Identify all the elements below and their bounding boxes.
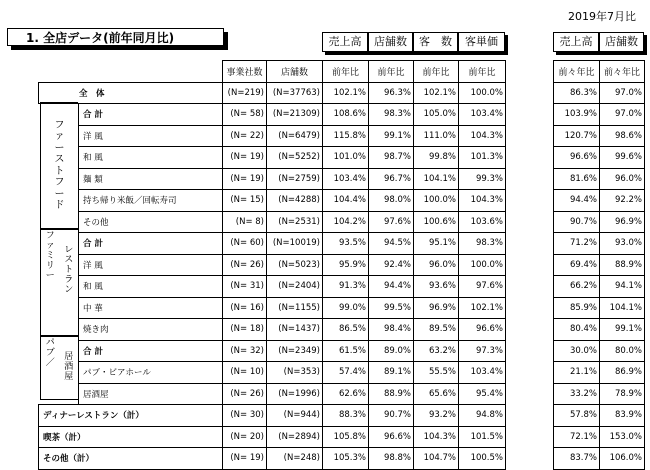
cell-customers-yoy: 95.1% — [414, 233, 459, 255]
cell-companies: (N= 10) — [223, 362, 267, 384]
cell-sales-yoy: 103.4% — [323, 168, 369, 190]
cell-stores-2y: 96.9% — [600, 211, 645, 233]
side-table-row — [554, 340, 645, 362]
col-header-customers-yoy: 前年比 — [414, 61, 459, 83]
side-table-row — [554, 297, 645, 319]
table-row — [39, 276, 506, 298]
side-table-row — [554, 168, 645, 190]
cell-storecount-yoy: 89.0% — [369, 340, 414, 362]
cell-sales-yoy: 95.9% — [323, 254, 369, 276]
table-row — [39, 362, 506, 384]
cell-sales-2y: 86.3% — [554, 82, 600, 104]
cell-customers-yoy: 89.5% — [414, 319, 459, 341]
cell-stores: (N=5252) — [267, 147, 323, 169]
cell-storecount-yoy: 94.5% — [369, 233, 414, 255]
cell-companies: (N= 26) — [223, 254, 267, 276]
row-label: 全 体 — [39, 82, 223, 104]
report-date: 2019年7月比 — [568, 10, 636, 23]
cell-sales-2y: 69.4% — [554, 254, 600, 276]
cell-stores-2y: 97.0% — [600, 82, 645, 104]
cell-stores: (N=2759) — [267, 168, 323, 190]
cell-stores: (N=1437) — [267, 319, 323, 341]
cell-unitprice-yoy: 103.4% — [459, 362, 506, 384]
group-label-fastfood: フ ァ ー ス ト フ ー ド — [40, 102, 78, 229]
main-data-table — [38, 60, 506, 470]
cell-companies: (N= 58) — [223, 104, 267, 126]
cell-sales-2y: 83.7% — [554, 448, 600, 470]
row-label: 洋 風 — [79, 125, 223, 147]
side-table-row — [554, 426, 645, 448]
cell-customers-yoy: 100.6% — [414, 211, 459, 233]
cell-sales-2y: 33.2% — [554, 383, 600, 405]
cell-customers-yoy: 100.0% — [414, 190, 459, 212]
cell-unitprice-yoy: 100.0% — [459, 82, 506, 104]
cell-sales-2y: 21.1% — [554, 362, 600, 384]
cell-companies: (N= 19) — [223, 448, 267, 470]
cell-customers-yoy: 65.6% — [414, 383, 459, 405]
cell-unitprice-yoy: 97.6% — [459, 276, 506, 298]
cell-storecount-yoy: 98.3% — [369, 104, 414, 126]
cell-companies: (N= 19) — [223, 147, 267, 169]
cell-unitprice-yoy: 97.3% — [459, 340, 506, 362]
table-row — [39, 297, 506, 319]
cell-stores: (N=2349) — [267, 340, 323, 362]
cell-companies: (N= 20) — [223, 426, 267, 448]
cell-sales-yoy: 91.3% — [323, 276, 369, 298]
cell-customers-yoy: 104.1% — [414, 168, 459, 190]
group-spacer — [39, 211, 79, 233]
cell-storecount-yoy: 89.1% — [369, 362, 414, 384]
table-row — [39, 340, 506, 362]
cell-unitprice-yoy: 95.4% — [459, 383, 506, 405]
cell-companies: (N= 26) — [223, 383, 267, 405]
cell-stores: (N=248) — [267, 448, 323, 470]
cell-sales-2y: 30.0% — [554, 340, 600, 362]
table-row — [39, 448, 506, 470]
group-label-pub-izakaya: パ ブ ／ 居 酒 屋 — [40, 336, 78, 400]
cell-sales-2y: 80.4% — [554, 319, 600, 341]
header-group-customers: 客 数 — [413, 32, 458, 52]
group-spacer — [39, 297, 79, 319]
cell-stores: (N=37763) — [267, 82, 323, 104]
table-row — [39, 104, 506, 126]
cell-stores-2y: 92.2% — [600, 190, 645, 212]
cell-companies: (N= 8) — [223, 211, 267, 233]
table-row — [39, 426, 506, 448]
group-spacer — [39, 147, 79, 169]
side-table-row — [554, 104, 645, 126]
side-column-header-row — [554, 61, 645, 83]
group-spacer — [39, 168, 79, 190]
cell-stores-2y: 86.9% — [600, 362, 645, 384]
cell-sales-2y: 72.1% — [554, 426, 600, 448]
cell-storecount-yoy: 94.4% — [369, 276, 414, 298]
cell-sales-yoy: 62.6% — [323, 383, 369, 405]
cell-stores: (N=6479) — [267, 125, 323, 147]
cell-sales-2y: 57.8% — [554, 405, 600, 427]
row-label: 和 風 — [79, 276, 223, 298]
cell-sales-2y: 96.6% — [554, 147, 600, 169]
cell-stores: (N=21309) — [267, 104, 323, 126]
cell-stores-2y: 96.0% — [600, 168, 645, 190]
side-header-group-sales: 売上高 — [553, 32, 599, 52]
cell-unitprice-yoy: 96.6% — [459, 319, 506, 341]
side-table-row — [554, 147, 645, 169]
row-label: パブ・ビアホール — [79, 362, 223, 384]
cell-storecount-yoy: 92.4% — [369, 254, 414, 276]
group-spacer — [39, 319, 79, 341]
cell-sales-yoy: 104.4% — [323, 190, 369, 212]
side-table-row — [554, 383, 645, 405]
table-row — [39, 125, 506, 147]
side-col-header-sales-2y: 前々年比 — [554, 61, 600, 83]
cell-unitprice-yoy: 99.3% — [459, 168, 506, 190]
cell-sales-2y: 81.6% — [554, 168, 600, 190]
table-row — [39, 147, 506, 169]
section-title: 1. 全店データ(前年同月比) — [7, 28, 224, 46]
side-table-row — [554, 82, 645, 104]
side-table-row — [554, 125, 645, 147]
cell-storecount-yoy: 98.8% — [369, 448, 414, 470]
cell-storecount-yoy: 88.9% — [369, 383, 414, 405]
cell-unitprice-yoy: 100.5% — [459, 448, 506, 470]
group-spacer — [39, 125, 79, 147]
row-label: 洋 風 — [79, 254, 223, 276]
cell-sales-2y: 120.7% — [554, 125, 600, 147]
row-label: その他（計） — [39, 448, 223, 470]
cell-stores-2y: 88.9% — [600, 254, 645, 276]
cell-storecount-yoy: 96.7% — [369, 168, 414, 190]
column-header-row — [39, 61, 506, 83]
side-table-row — [554, 254, 645, 276]
cell-sales-2y: 103.9% — [554, 104, 600, 126]
table-row — [39, 168, 506, 190]
row-label: 合 計 — [79, 104, 223, 126]
cell-storecount-yoy: 98.0% — [369, 190, 414, 212]
cell-stores: (N=1155) — [267, 297, 323, 319]
cell-companies: (N=219) — [223, 82, 267, 104]
group-spacer — [39, 233, 79, 255]
col-header-stores: 店舗数 — [267, 61, 323, 83]
side-header-group-stores: 店舗数 — [599, 32, 644, 52]
group-spacer — [39, 362, 79, 384]
cell-sales-yoy: 102.1% — [323, 82, 369, 104]
row-label: 居酒屋 — [79, 383, 223, 405]
table-row — [39, 383, 506, 405]
side-table-row — [554, 362, 645, 384]
cell-companies: (N= 15) — [223, 190, 267, 212]
header-group-unit-price: 客単価 — [458, 32, 505, 52]
cell-sales-yoy: 61.5% — [323, 340, 369, 362]
cell-stores: (N=10019) — [267, 233, 323, 255]
side-table-row — [554, 276, 645, 298]
cell-unitprice-yoy: 104.3% — [459, 190, 506, 212]
cell-companies: (N= 22) — [223, 125, 267, 147]
cell-stores-2y: 99.1% — [600, 319, 645, 341]
col-header-companies: 事業社数 — [223, 61, 267, 83]
cell-sales-yoy: 108.6% — [323, 104, 369, 126]
side-table-row — [554, 448, 645, 470]
cell-sales-2y: 90.7% — [554, 211, 600, 233]
cell-stores-2y: 104.1% — [600, 297, 645, 319]
cell-sales-yoy: 88.3% — [323, 405, 369, 427]
cell-sales-yoy: 86.5% — [323, 319, 369, 341]
group-spacer — [39, 276, 79, 298]
cell-stores-2y: 93.0% — [600, 233, 645, 255]
cell-stores: (N=1996) — [267, 383, 323, 405]
cell-sales-2y: 85.9% — [554, 297, 600, 319]
header-group-stores: 店舗数 — [368, 32, 413, 52]
table-row — [39, 319, 506, 341]
cell-customers-yoy: 111.0% — [414, 125, 459, 147]
group-spacer — [39, 190, 79, 212]
cell-storecount-yoy: 96.3% — [369, 82, 414, 104]
cell-storecount-yoy: 98.4% — [369, 319, 414, 341]
col-header-unitprice-yoy: 前年比 — [459, 61, 506, 83]
cell-unitprice-yoy: 101.5% — [459, 426, 506, 448]
cell-customers-yoy: 93.6% — [414, 276, 459, 298]
group-spacer — [39, 340, 79, 362]
row-label: 和 風 — [79, 147, 223, 169]
row-label: 喫茶（計） — [39, 426, 223, 448]
cell-companies: (N= 19) — [223, 168, 267, 190]
cell-companies: (N= 32) — [223, 340, 267, 362]
cell-companies: (N= 16) — [223, 297, 267, 319]
row-label: 焼き肉 — [79, 319, 223, 341]
cell-sales-yoy: 101.0% — [323, 147, 369, 169]
cell-customers-yoy: 96.0% — [414, 254, 459, 276]
cell-sales-yoy: 105.3% — [323, 448, 369, 470]
side-table-row — [554, 319, 645, 341]
cell-stores: (N=2531) — [267, 211, 323, 233]
cell-stores-2y: 94.1% — [600, 276, 645, 298]
cell-storecount-yoy: 97.6% — [369, 211, 414, 233]
cell-stores: (N=2894) — [267, 426, 323, 448]
row-label: その他 — [79, 211, 223, 233]
row-label: 持ち帰り米飯／回転寿司 — [79, 190, 223, 212]
cell-sales-2y: 66.2% — [554, 276, 600, 298]
cell-companies: (N= 30) — [223, 405, 267, 427]
cell-sales-yoy: 99.0% — [323, 297, 369, 319]
row-label: 合 計 — [79, 340, 223, 362]
cell-unitprice-yoy: 103.6% — [459, 211, 506, 233]
cell-sales-2y: 94.4% — [554, 190, 600, 212]
cell-customers-yoy: 102.1% — [414, 82, 459, 104]
cell-stores-2y: 83.9% — [600, 405, 645, 427]
cell-customers-yoy: 99.8% — [414, 147, 459, 169]
row-label: 麺 類 — [79, 168, 223, 190]
cell-customers-yoy: 63.2% — [414, 340, 459, 362]
cell-stores-2y: 97.0% — [600, 104, 645, 126]
cell-customers-yoy: 104.3% — [414, 426, 459, 448]
cell-stores-2y: 98.6% — [600, 125, 645, 147]
header-group-sales: 売上高 — [322, 32, 368, 52]
group-spacer — [39, 254, 79, 276]
row-label: 合 計 — [79, 233, 223, 255]
side-table-row — [554, 233, 645, 255]
cell-sales-yoy: 93.5% — [323, 233, 369, 255]
cell-storecount-yoy: 99.1% — [369, 125, 414, 147]
cell-sales-yoy: 104.2% — [323, 211, 369, 233]
cell-stores: (N=5023) — [267, 254, 323, 276]
row-label: 中 華 — [79, 297, 223, 319]
side-data-table — [553, 60, 645, 470]
cell-stores: (N=2404) — [267, 276, 323, 298]
side-table-row — [554, 190, 645, 212]
side-table-row — [554, 211, 645, 233]
cell-customers-yoy: 96.9% — [414, 297, 459, 319]
group-spacer — [39, 104, 79, 126]
cell-unitprice-yoy: 94.8% — [459, 405, 506, 427]
cell-sales-yoy: 115.8% — [323, 125, 369, 147]
cell-unitprice-yoy: 103.4% — [459, 104, 506, 126]
cell-unitprice-yoy: 102.1% — [459, 297, 506, 319]
side-table-row — [554, 405, 645, 427]
group-spacer — [39, 383, 79, 405]
cell-sales-yoy: 105.8% — [323, 426, 369, 448]
group-label-family-restaurant: フ ァ ミ リ ー レ ス ト ラ ン — [40, 229, 78, 336]
cell-storecount-yoy: 90.7% — [369, 405, 414, 427]
col-header-sales-yoy: 前年比 — [323, 61, 369, 83]
side-col-header-stores-2y: 前々年比 — [600, 61, 645, 83]
row-label: ディナーレストラン（計） — [39, 405, 223, 427]
cell-stores: (N=353) — [267, 362, 323, 384]
cell-customers-yoy: 93.2% — [414, 405, 459, 427]
cell-sales-2y: 71.2% — [554, 233, 600, 255]
table-row — [39, 82, 506, 104]
cell-companies: (N= 60) — [223, 233, 267, 255]
cell-unitprice-yoy: 104.3% — [459, 125, 506, 147]
table-row — [39, 254, 506, 276]
cell-sales-yoy: 57.4% — [323, 362, 369, 384]
cell-companies: (N= 18) — [223, 319, 267, 341]
cell-stores-2y: 80.0% — [600, 340, 645, 362]
cell-stores: (N=944) — [267, 405, 323, 427]
cell-unitprice-yoy: 101.3% — [459, 147, 506, 169]
cell-customers-yoy: 104.7% — [414, 448, 459, 470]
table-row — [39, 405, 506, 427]
cell-storecount-yoy: 99.5% — [369, 297, 414, 319]
cell-companies: (N= 31) — [223, 276, 267, 298]
cell-stores-2y: 99.6% — [600, 147, 645, 169]
table-row — [39, 190, 506, 212]
cell-unitprice-yoy: 100.0% — [459, 254, 506, 276]
cell-storecount-yoy: 96.6% — [369, 426, 414, 448]
cell-stores-2y: 78.9% — [600, 383, 645, 405]
cell-stores: (N=4288) — [267, 190, 323, 212]
cell-storecount-yoy: 98.7% — [369, 147, 414, 169]
cell-stores-2y: 153.0% — [600, 426, 645, 448]
cell-customers-yoy: 105.0% — [414, 104, 459, 126]
cell-stores-2y: 106.0% — [600, 448, 645, 470]
cell-customers-yoy: 55.5% — [414, 362, 459, 384]
table-row — [39, 211, 506, 233]
cell-unitprice-yoy: 98.3% — [459, 233, 506, 255]
col-header-storecount-yoy: 前年比 — [369, 61, 414, 83]
table-row — [39, 233, 506, 255]
